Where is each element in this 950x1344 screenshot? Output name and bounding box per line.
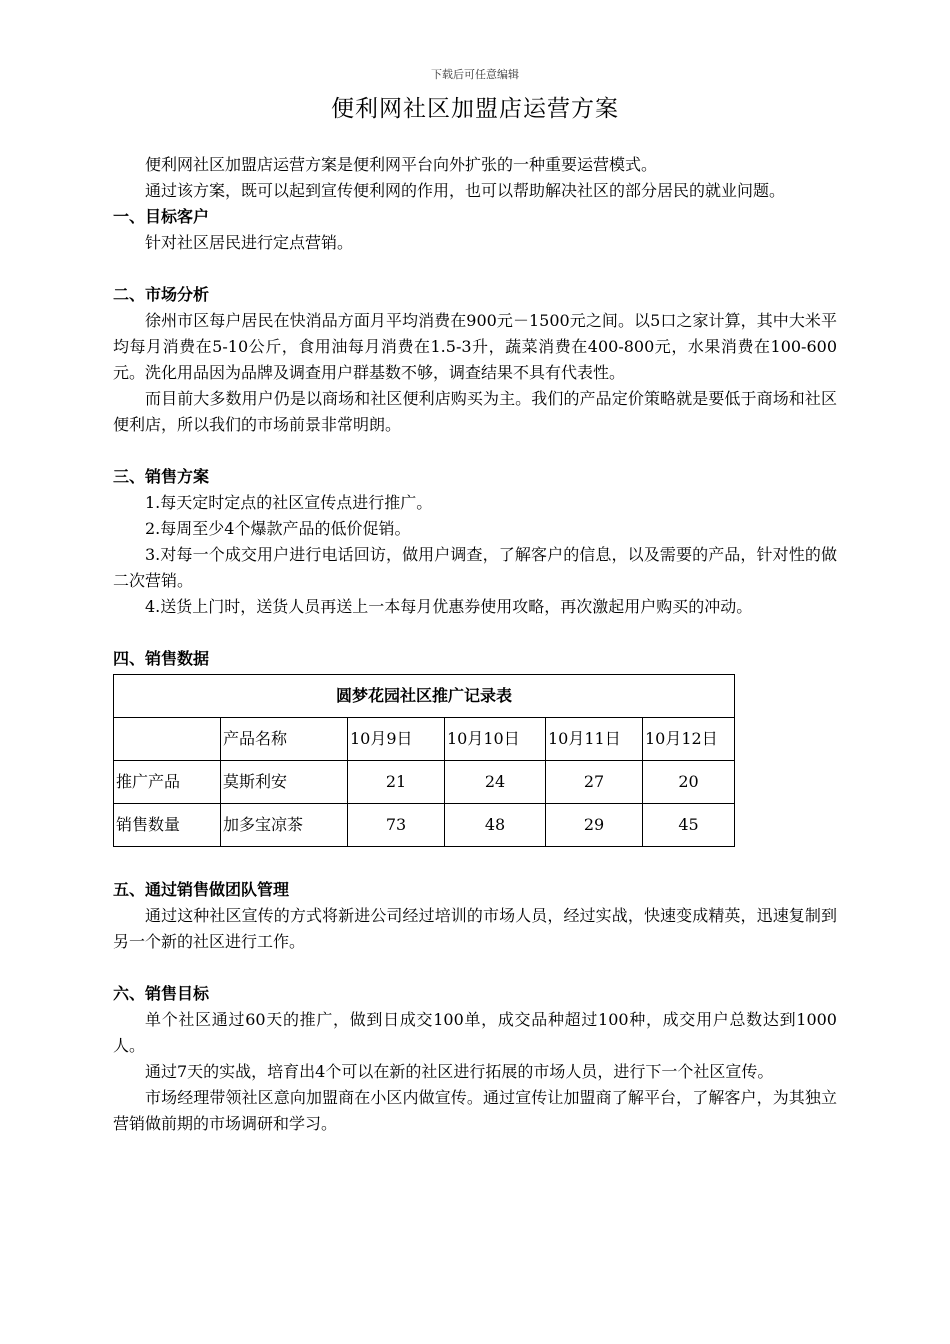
section-sales-target-heading: 六、销售目标 <box>113 984 210 1003</box>
table-header-cell: 10月10日 <box>445 718 546 761</box>
table-row <box>114 804 735 847</box>
promotion-record-table <box>113 674 735 847</box>
table-row <box>114 761 735 804</box>
sales-target-paragraph-3: 市场经理带领社区意向加盟商在小区内做宣传。通过宣传让加盟商了解平台，了解客户，为其独立营销做前期的市场调研和学习。 <box>113 1088 837 1133</box>
section-team-management-heading: 五、通过销售做团队管理 <box>113 880 290 899</box>
table-cell: 莫斯利安 <box>221 761 348 804</box>
table-cell: 29 <box>546 804 643 847</box>
section-market-analysis-paragraph-2: 而目前大多数用户仍是以商场和社区便利店购买为主。我们的产品定价策略就是要低于商场和社区便利店，所以我们的市场前景非常明朗。 <box>113 389 837 434</box>
table-cell: 推广产品 <box>114 761 221 804</box>
section-sales-data-heading: 四、销售数据 <box>113 649 210 668</box>
table-cell: 45 <box>643 804 735 847</box>
intro-paragraph-1: 便利网社区加盟店运营方案是便利网平台向外扩张的一种重要运营模式。 <box>145 155 658 174</box>
table-header-cell: 10月12日 <box>643 718 735 761</box>
table-header-cell: 10月11日 <box>546 718 643 761</box>
table-header-row <box>114 718 735 761</box>
table-cell: 20 <box>643 761 735 804</box>
intro-paragraph-2: 通过该方案，既可以起到宣传便利网的作用，也可以帮助解决社区的部分居民的就业问题。 <box>145 181 786 200</box>
section-target-customers-paragraph: 针对社区居民进行定点营销。 <box>145 233 354 252</box>
section-sales-plan-heading: 三、销售方案 <box>113 467 210 486</box>
document-title: 便利网社区加盟店运营方案 <box>331 96 619 122</box>
header-note: 下载后可任意编辑 <box>431 68 519 81</box>
section-market-analysis-paragraph-1: 徐州市区每户居民在快消品方面月平均消费在900元－1500元之间。以5口之家计算，其中大米平均每月消费在5-10公斤，食用油每月消费在1.5-3升，蔬菜消费在400-800元，水果消费在100-600元。洗化用品因为品牌及调查用户群基数不够，调查结果不具有代表性。 <box>113 311 837 382</box>
sales-plan-item-2: 2.每周至少4个爆款产品的低价促销。 <box>145 519 411 538</box>
table-caption: 圆梦花园社区推广记录表 <box>114 675 735 718</box>
sales-plan-item-1: 1.每天定时定点的社区宣传点进行推广。 <box>145 493 433 512</box>
section-market-analysis-heading: 二、市场分析 <box>113 285 210 304</box>
table-cell: 销售数量 <box>114 804 221 847</box>
table-caption-row <box>114 675 735 718</box>
table-cell: 21 <box>348 761 445 804</box>
section-target-customers-heading: 一、目标客户 <box>113 207 210 226</box>
sales-plan-item-3: 3.对每一个成交用户进行电话回访，做用户调查，了解客户的信息，以及需要的产品，针对性的做二次营销。 <box>113 545 837 590</box>
table-header-cell <box>114 718 221 761</box>
table-header-cell: 产品名称 <box>221 718 348 761</box>
table-cell: 73 <box>348 804 445 847</box>
sales-target-paragraph-1: 单个社区通过60天的推广，做到日成交100单，成交品种超过100种，成交用户总数达到1000人。 <box>113 1010 837 1055</box>
table-cell: 27 <box>546 761 643 804</box>
sales-target-paragraph-2: 通过7天的实战，培育出4个可以在新的社区进行拓展的市场人员，进行下一个社区宣传。 <box>145 1062 774 1081</box>
section-team-management-paragraph: 通过这种社区宣传的方式将新进公司经过培训的市场人员，经过实战，快速变成精英，迅速复制到另一个新的社区进行工作。 <box>113 906 837 951</box>
table-cell: 48 <box>445 804 546 847</box>
table-header-cell: 10月9日 <box>348 718 445 761</box>
sales-plan-item-4: 4.送货上门时，送货人员再送上一本每月优惠券使用攻略，再次激起用户购买的冲动。 <box>145 597 753 616</box>
table-cell: 加多宝凉茶 <box>221 804 348 847</box>
table-cell: 24 <box>445 761 546 804</box>
document-body <box>113 152 837 1137</box>
